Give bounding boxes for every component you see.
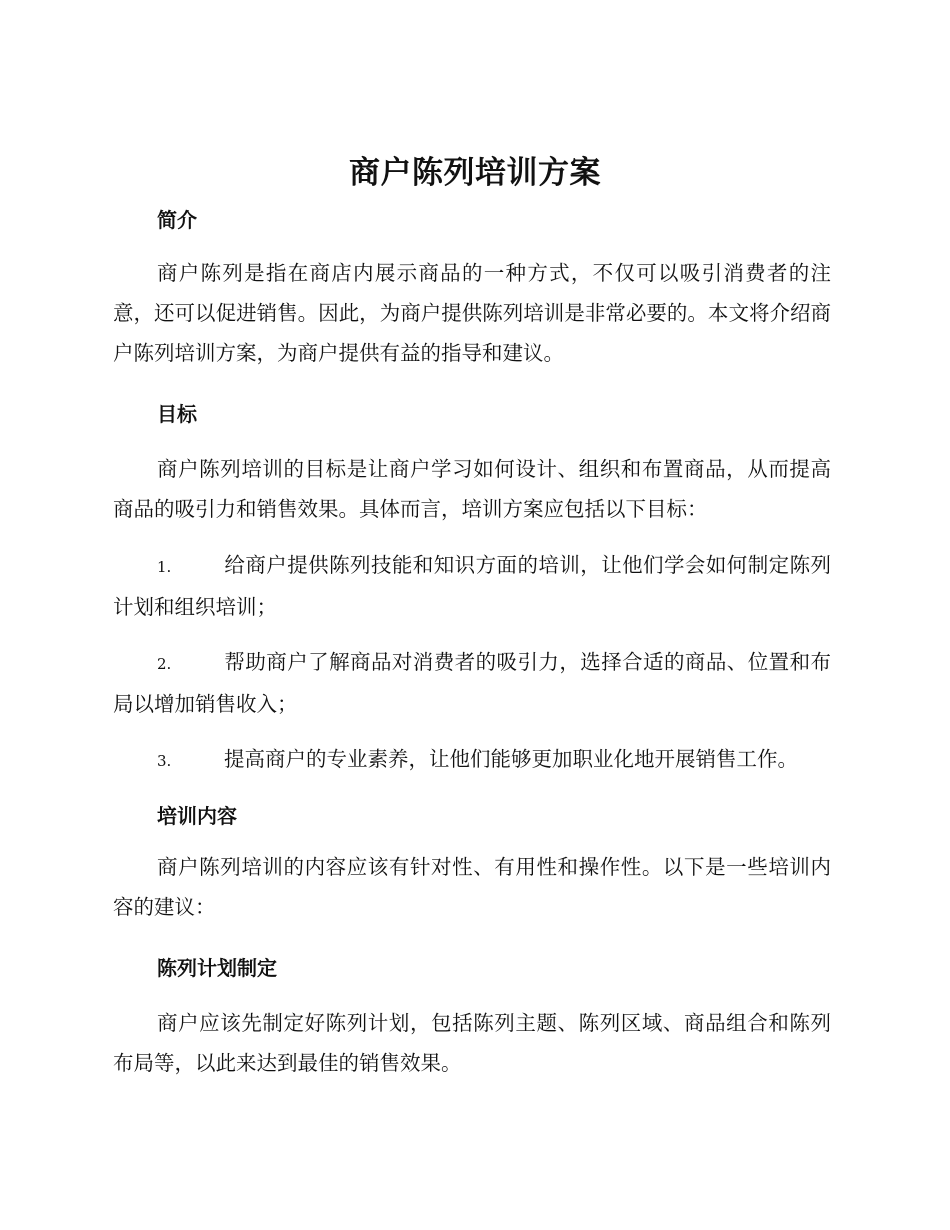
- goal-list-item: [113, 739, 831, 781]
- section-heading-intro: 简介: [157, 208, 197, 232]
- list-number: 1.: [157, 558, 172, 576]
- goal-list-item: [113, 545, 831, 627]
- section-heading-goals: 目标: [157, 402, 197, 426]
- display-plan-paragraph: 商户应该先制定好陈列计划，包括陈列主题、陈列区域、商品组合和陈列布局等，以此来达到最佳的销售效果。: [113, 1011, 831, 1075]
- document-title: 商户陈列培训方案: [349, 155, 601, 191]
- intro-paragraph: 商户陈列是指在商店内展示商品的一种方式，不仅可以吸引消费者的注意，还可以促进销售。因此，为商户提供陈列培训是非常必要的。本文将介绍商户陈列培训方案，为商户提供有益的指导和建议。: [113, 261, 831, 365]
- list-item-text: 帮助商户了解商品对消费者的吸引力，选择合适的商品、位置和布局以增加销售收入；: [113, 650, 831, 716]
- list-number: 3.: [157, 752, 172, 770]
- list-number: 2.: [157, 655, 172, 673]
- training-content-paragraph: 商户陈列培训的内容应该有针对性、有用性和操作性。以下是一些培训内容的建议：: [113, 855, 831, 919]
- section-heading-training-content: 培训内容: [157, 804, 237, 828]
- goal-list-item: [113, 642, 831, 724]
- goals-paragraph: 商户陈列培训的目标是让商户学习如何设计、组织和布置商品，从而提高商品的吸引力和销售效果。具体而言，培训方案应包括以下目标：: [113, 457, 831, 521]
- list-item-text: 给商户提供陈列技能和知识方面的培训，让他们学会如何制定陈列计划和组织培训；: [113, 553, 831, 619]
- list-item-text: 提高商户的专业素养，让他们能够更加职业化地开展销售工作。: [224, 747, 798, 771]
- section-heading-display-plan: 陈列计划制定: [157, 956, 277, 980]
